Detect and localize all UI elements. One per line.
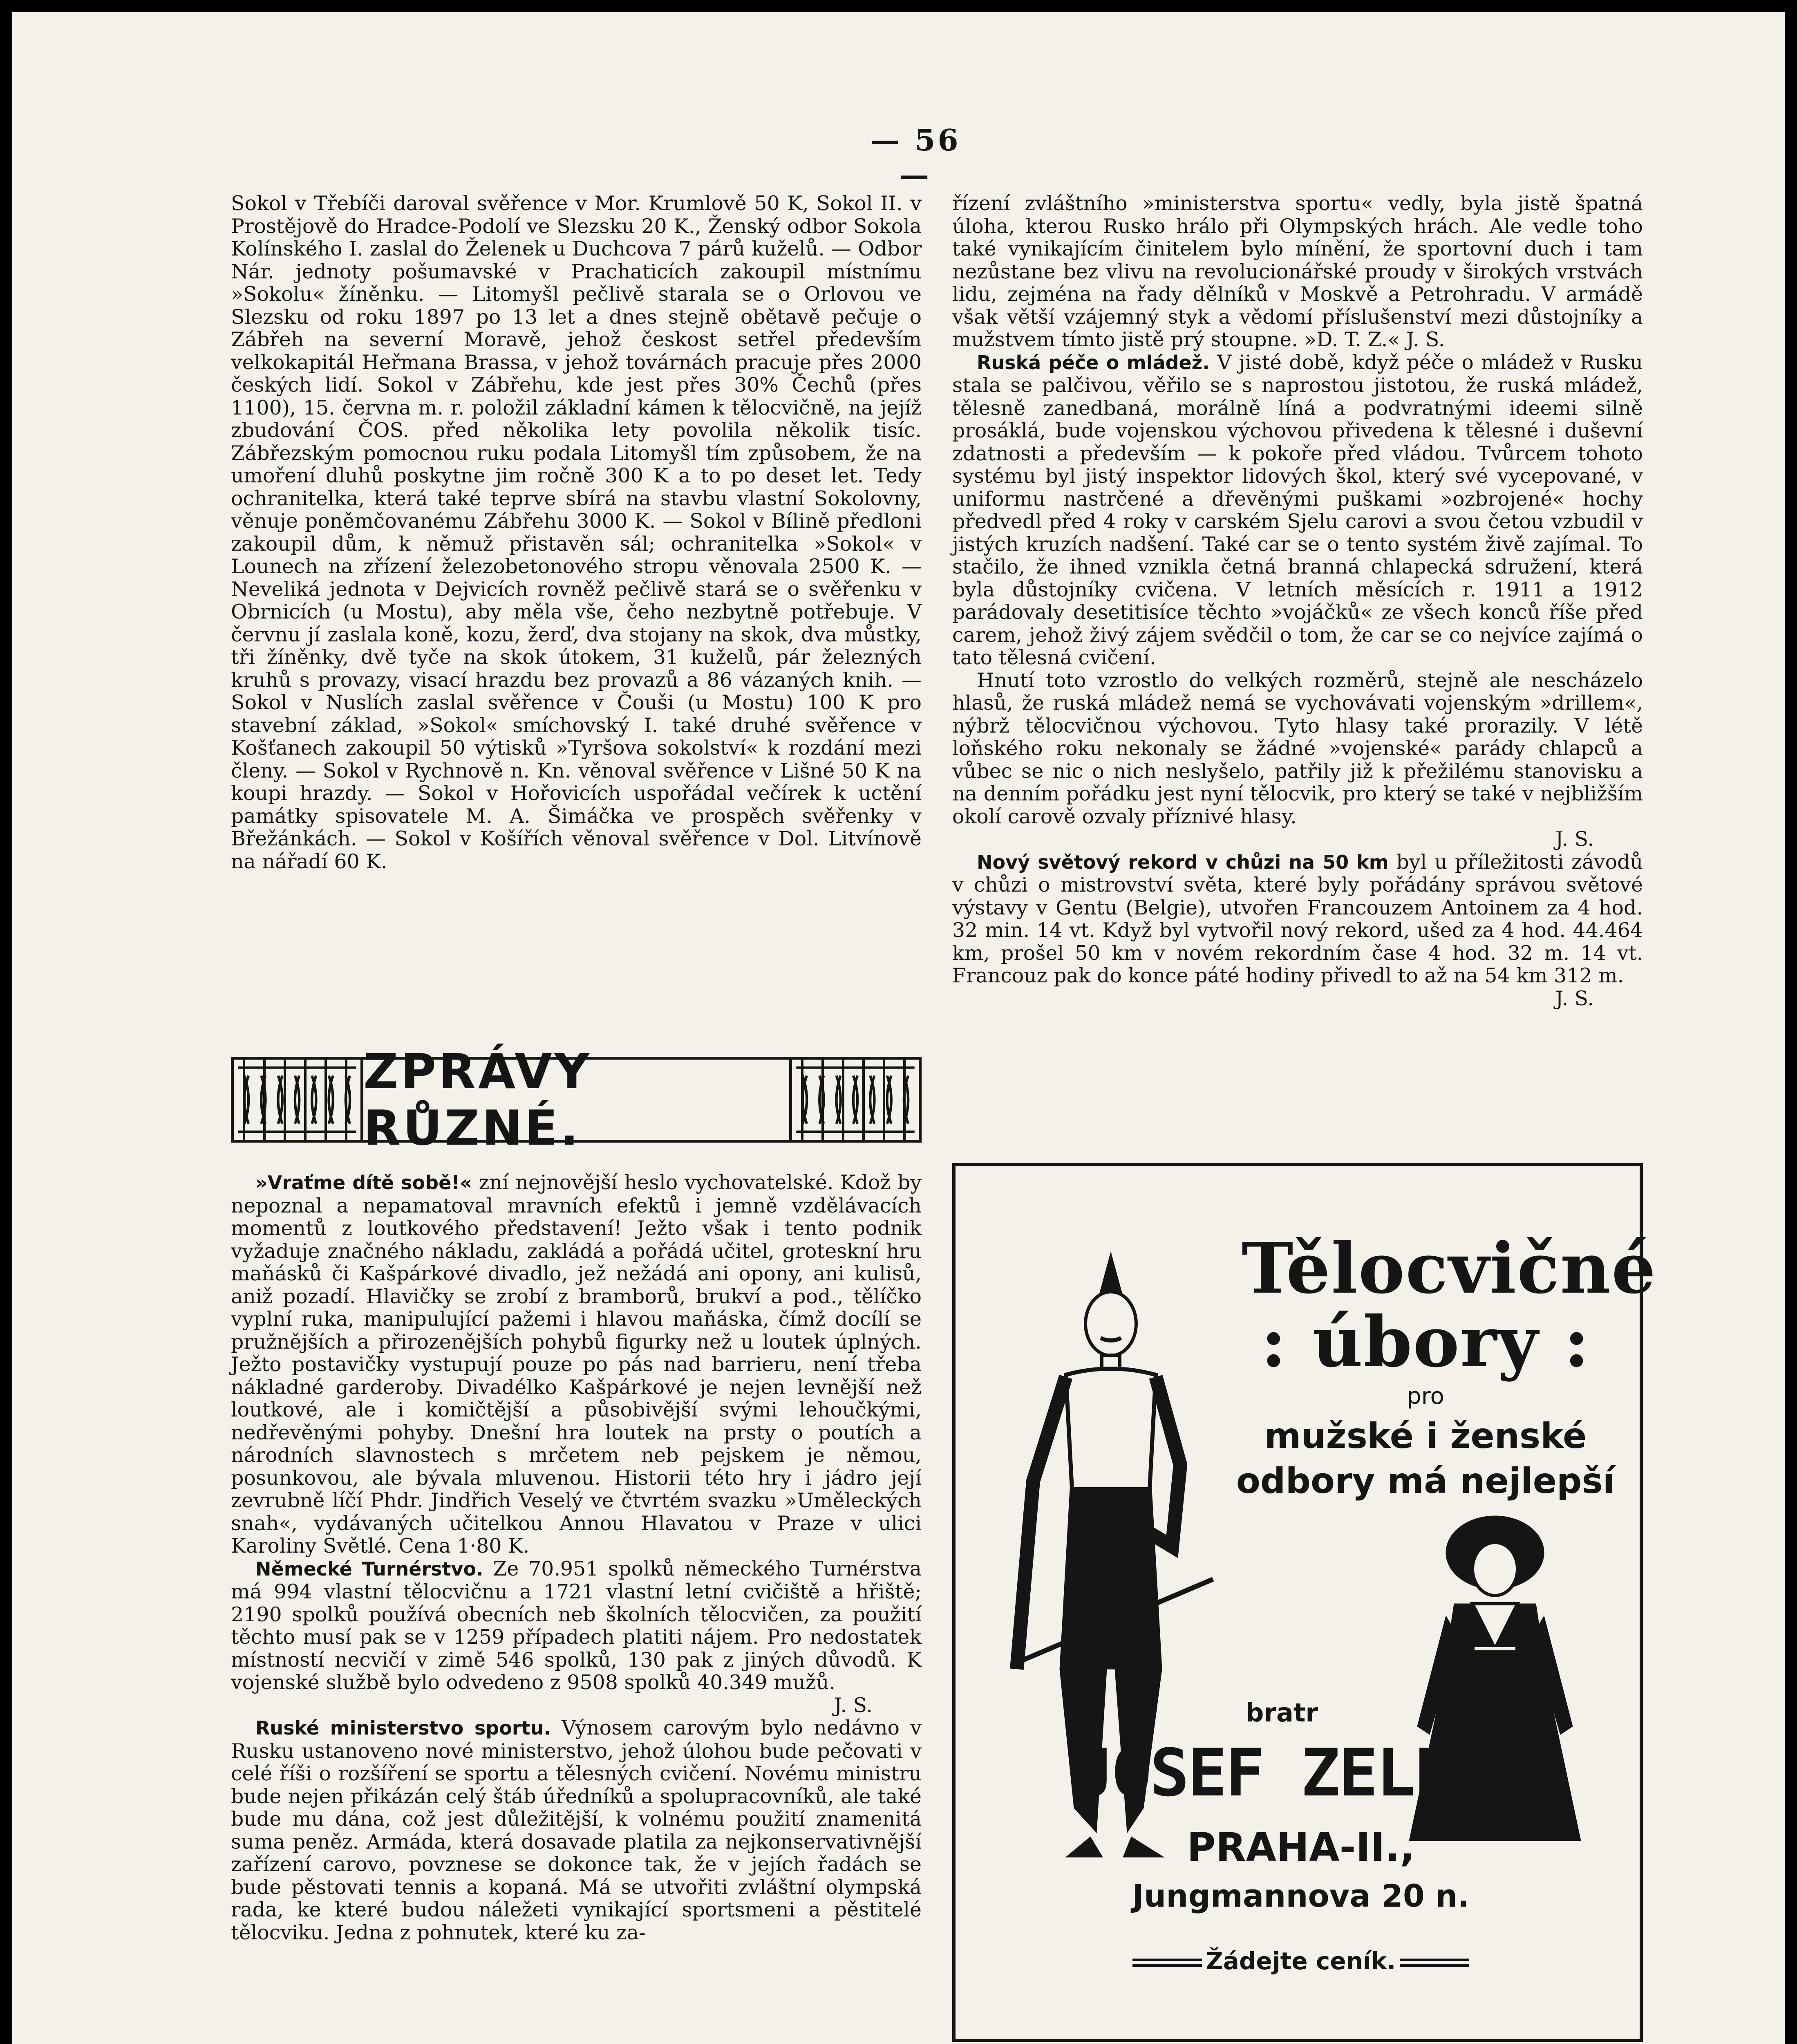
article-continuation: řízení zvláštního »ministerstva sportu« vedly, byla jistě špatná úloha, kterou Rusko hrálo při Olympských hrách. Ale vedle toho také vynikajícím činitelem bylo mínění, že sportovní duch i tam nezůstane bez vlivu na revolucionářské proudy v širokých vrstvách lidu, zejména na řady dělníků v Moskvě a Petrohradu. V armádě však větší vzájemný styk a vědomí příslušenství mezi důstojníky a mužstvem tímto jistě prý stoupne. »D. T. Z.« J. S. [952, 192, 1643, 351]
article-heading: Ruská péče o mládež. [977, 351, 1210, 374]
ad-order-line [956, 1947, 1646, 1975]
ad-pro: pro [1407, 1383, 1444, 1410]
dash-decoration [1132, 1959, 1202, 1967]
article-signature: J. S. [1555, 827, 1594, 851]
ornament-pattern-icon [792, 1060, 919, 1140]
ad-company-name: JOSEF ZELENÝ [1074, 1735, 1527, 1811]
page [12, 12, 1785, 2044]
article-heading: Německé Turnérstvo. [255, 1558, 483, 1580]
article-body: Hnutí toto vzrostlo do velkých rozměrů, stejně ale nescházelo hlasů, že ruská mládež nemá se vychovávati vojenským »drillem«, nýbrž tělocvičnou výchovou. Tyto hlasy také prorazily. V létě loňského roku nekonaly se žádné »vojenské« parády chlapců a vůbec se nic o nich neslyšelo, patřily již k přežilému stanovisku a na denním pořádku jest nyní tělocvik, pro který se také v nejbližším okolí carově ozvaly příznivé hlasy. [952, 668, 1643, 828]
article-nemecke-turnerstvo [231, 1558, 922, 1717]
column-left-top [231, 192, 922, 873]
ornament-right [789, 1060, 919, 1140]
section-banner [231, 1043, 922, 1156]
ad-subline: mužské i ženské [1264, 1416, 1587, 1457]
column-right-top [952, 192, 1643, 1010]
ad-subline-2: odbory má nejlepší [1236, 1461, 1615, 1502]
article-body: Ze 70.951 spolků německého Turnérstva má 994 vlastní tělocvičnu a 1721 vlastní letní cvičiště a hřiště; 2190 spolků používá obecních neb školních tělocvičen, za použití těchto musí pak se v 1259 případech platiti nájem. Pro nedostatek místností necvičí v zimě 546 spolků, 130 pak z jiných důvodů. K vojenské službě bylo odvedeno z 9508 spolků 40.349 mužů. [231, 1557, 922, 1694]
ad-address: Jungmannova 20 n. [1132, 1878, 1470, 1914]
article-ruske-ministerstvo [231, 1717, 922, 1944]
article-body: V jisté době, když péče o mládež v Rusku stala se palčivou, věřilo se s naprostou jistotou, že ruská mládež, tělesně zanedbaná, morálně líná a podvratnými ideemi silně prosáklá, bude vojenskou výchovou přivedena k tělesné i duševní zdatnosti a především — k pokoře před vládou. Tvůrcem tohoto systému byl jistý inspektor lidových škol, který své vycepované, v uniformu nastrčené a dřevěnými puškami »ozbrojené« hochy předvedl před 4 roky v carském Sjelu carovi a svou četou vzbudil v jistých kruzích nadšení. Také car se o tento systém živě zajímal. To stačilo, že ihned vznikla četná branná chlapecká sdružení, která byla důstojníky cvičena. V letních měsících r. 1911 a 1912 parádovaly desetitisíce těchto »vojáčků« ze všech konců říše před carem, jehož živý zájem svědčil o tom, že car se co nejvíce zajímá o tato tělesná cvičení. [952, 350, 1643, 669]
advertisement [952, 1163, 1657, 2042]
article-body: Výnosem carovým bylo nedávno v Rusku ustanoveno nové ministerstvo, jehož úlohou bude pečovati v celé říši o rozšíření se sportu a tělesných cvičení. Novému ministru bude nejen přikázán celý štáb úředníků a spolupracovníků, ale také bude mu dána, což jest důležitější, k volnému použití znamenitá suma peněz. Armáda, která dosavade platila za nejkonservativnější zařízení carovo, povznese se dokonce tak, že v jejích řadách se bude pěstovati tennis a kopaná. Má se utvořiti zvláštní olympská rada, ke které budou náležeti vynikající sportsmeni a pěstitelé tělocviku. Jedna z pohnutek, které ku za- [231, 1716, 922, 1944]
article-heading: Ruské ministerstvo sportu. [255, 1717, 551, 1739]
column-left-bottom [231, 1171, 922, 1944]
article-heading: Nový světový rekord v chůzi na 50 km [977, 851, 1389, 873]
ad-city: PRAHA-II., [1187, 1824, 1415, 1870]
paragraph: Sokol v Třebíči daroval svěřence v Mor. Krumlově 50 K, Sokol II. v Prostějově do Hradce-Podolí ve Slezsku 20 K., Ženský odbor Sokola Kolínského I. zaslal do Želenek u Duchcova 7 párů kuželů. — Odbor Nár. jednoty pošumavské v Prachaticích zakoupil místnímu »Sokolu« žíněnku. — Litomyšl pečlivě starala se o Orlovou ve Slezsku od roku 1897 po 13 let a dnes stejně obětavě pečuje o Zábřeh na severní Moravě, jehož českost setřel především velkokapitál Heřmana Brassa, v jehož továrnách pracuje přes 2000 českých lidí. Sokol v Zábřehu, kde jest přes 30% Čechů (přes 1100), 15. června m. r. položil základní kámen k tělocvičně, na jejíž zbudování ČOS. před několika lety povolila několik tisíc. Zábřezským pomocnou ruku podala Litomyšl tím způsobem, že na umoření dluhů poskytne jim ročně 300 K a to po deset let. Tedy ochranitelka, která také teprve sbírá na stavbu vlastní Sokolovny, věnuje poněmčovanému Zábřehu 3000 K. — Sokol v Bílině předloni zakoupil dům, k němuž přistavěn sál; ochranitelka »Sokol« v Lounech na zřízení železobetonového stropu věnovala 2500 K. — Neveliká jednota v Dejvicích rovněž pečlivě stará se o svěřenku v Obrnicích (u Mostu), aby měla vše, čeho nezbytně potřebuje. V červnu jí zaslala koně, kozu, žerď, dva stojany na skok, dva můstky, tři žíněnky, dvě tyče na skok útokem, 31 kuželů, pár železných kruhů s provazy, visací hrazdu bez provazů a 86 vázaných knih. — Sokol v Nuslích zaslal svěřence v Čouši (u Mostu) 100 K pro stavební základ, »Sokol« smíchovský I. také druhé svěřence v Košťanech zakoupil 50 výtisků »Tyršova sokolství« k rozdání mezi členy. — Sokol v Rychnově n. Kn. věnoval svěřence v Lišné 50 K na koupi hrazdy. — Sokol v Hořovicích uspořádal večírek k uctění památky spisovatele M. A. Šimáčka ve prospěch svěřenky v Břežánkách. — Sokol v Košířích věnoval svěřence v Dol. Litvínově na nářadí 60 K. [231, 192, 922, 873]
ad-headline: Tělocvičné [1242, 1228, 1657, 1309]
article-heading: »Vraťme dítě sobě!« [255, 1172, 472, 1194]
article-vratme-dite [231, 1171, 922, 1558]
ad-bratr: bratr [1246, 1698, 1318, 1728]
ad-headline-2: : úbory : [1260, 1301, 1591, 1383]
article-svetovy-rekord [952, 851, 1643, 1010]
ornament-pattern-icon [234, 1060, 360, 1140]
article-body: byl u příležitosti závodů v chůzi o mistrovství světa, které byly pořádány správou světové výstavy v Gentu (Belgie), utvořen Francouzem Antoinem za 4 hod. 32 min. 14 vt. Když byl vytvořil nový rekord, ušed za 4 hod. 44.464 km, prošel 50 km v novém rekordním čase 4 hod. 32 m. 14 vt. Francouz pak do konce páté hodiny přivedl to až na 54 km 312 m. [952, 850, 1643, 987]
page-number: — 56 — [870, 123, 961, 192]
article-body: zní nejnovější heslo vychovatelské. Kdož by nepoznal a nepamatoval mravních efektů i jemně vzdělávacích momentů z loutkového představení! Ježto však i tento podnik vyžaduje značného nákladu, zakládá a pořádá učitel, groteskní hru maňásků či Kašpárkové divadlo, jež nežádá ani opony, ani kulisů, aniž pozadí. Hlavičky se zrobí z bramborů, brukví a pod., tělíčko vyplní ruka, manipulující pažemi i hlavou maňáska, čímž docílí se pružnějších a přirozenějších pohybů figurky než u loutek úplných. Ježto postavičky vystupují pouze po pás nad barrieru, není třeba nákladné garderoby. Divadélko Kašpárkové je nejen levnější než loutkové, ale i komičtější a působivější svými lehoučkými, nedřevěnými pohyby. Dnešní hra loutek na prsty o poutích a národních slavnostech s mrčetem neb pejskem je němou, posunkovou, ale bývala mluvenou. Historii této hry i jádro její zevrubně líčí Phdr. Jindřich Veselý ve čtvrtém svazku »Uměleckých snah«, vydávaných učitelkou Annou Hlavatou v Praze v ulici Karoliny Světlé. Cena 1·80 K. [231, 1171, 922, 1558]
dash-decoration [1400, 1959, 1469, 1967]
article-signature: J. S. [1555, 986, 1594, 1010]
ad-order-text: Žádejte ceník. [1206, 1947, 1396, 1975]
section-title: ZPRÁVY RŮZNÉ. [363, 1060, 789, 1140]
ornament-left [234, 1060, 363, 1140]
article-ruska-pece-continued [952, 669, 1643, 851]
article-ruska-pece [952, 351, 1643, 669]
article-signature: J. S. [834, 1693, 873, 1717]
